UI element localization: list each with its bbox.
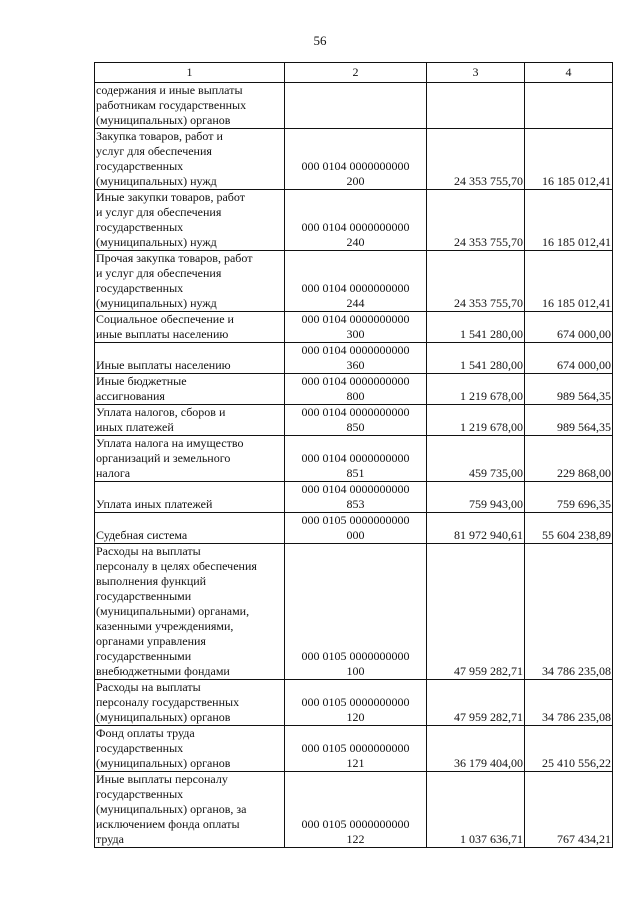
table-row [95,405,613,436]
row-code-cell [285,544,427,680]
row-code-text: 000 0105 0000000000 121 [301,741,410,770]
table-row [95,251,613,312]
row-value-col3-cell [427,544,525,680]
row-code-cell [285,436,427,482]
row-name-text: содержания и иные выплаты работникам государственных (муниципальных) органов [96,83,247,127]
row-value-col4-text: 16 185 012,41 [542,235,611,249]
row-value-col4-cell [525,83,613,129]
row-value-col4-cell [525,726,613,772]
row-code-cell [285,343,427,374]
row-value-col4-cell [525,772,613,848]
row-code-text: 000 0104 0000000000 240 [301,220,410,249]
table-row [95,436,613,482]
row-value-col3-cell [427,436,525,482]
row-value-col4-text: 34 786 235,08 [542,664,611,678]
row-name-text: Уплата налогов, сборов и иных платежей [96,405,226,434]
row-code-text: 000 0105 0000000000 000 [301,513,410,542]
table-row [95,772,613,848]
row-name-cell [95,513,285,544]
row-value-col3-cell [427,680,525,726]
row-value-col4-cell [525,129,613,190]
table-row [95,544,613,680]
row-code-text: 000 0104 0000000000 851 [301,451,410,480]
row-code-text: 000 0105 0000000000 122 [301,817,410,846]
row-name-text: Прочая закупка товаров, работ и услуг для обеспечения государственных (муниципальных) нужд [96,251,253,310]
row-name-cell [95,312,285,343]
row-name-text: Иные выплаты населению [96,358,231,372]
row-value-col3-cell [427,772,525,848]
column-header-4: 4 [525,63,613,83]
row-name-cell [95,405,285,436]
row-code-cell [285,83,427,129]
row-code-cell [285,772,427,848]
row-code-cell [285,374,427,405]
row-value-col4-cell [525,251,613,312]
row-value-col4-text: 759 696,35 [557,497,611,511]
row-name-text: Уплата иных платежей [96,497,213,511]
row-code-text: 000 0104 0000000000 200 [301,159,410,188]
row-name-cell [95,726,285,772]
row-value-col4-cell [525,544,613,680]
row-value-col3-text: 24 353 755,70 [454,235,523,249]
row-code-text: 000 0105 0000000000 120 [301,695,410,724]
row-code-text: 000 0104 0000000000 360 [301,343,410,372]
row-value-col4-text: 674 000,00 [557,358,611,372]
row-code-cell [285,680,427,726]
row-code-cell [285,251,427,312]
row-value-col3-cell [427,312,525,343]
row-value-col4-text: 674 000,00 [557,327,611,341]
table-body [95,83,613,848]
row-name-text: Закупка товаров, работ и услуг для обеспечения государственных (муниципальных) нужд [96,129,223,188]
row-name-text: Судебная система [96,528,188,542]
row-name-text: Уплата налога на имущество организаций и земельного налога [96,436,244,480]
row-name-text: Расходы на выплаты персоналу государственных (муниципальных) органов [96,680,240,724]
row-code-cell [285,405,427,436]
row-name-text: Иные выплаты персоналу государственных (муниципальных) органов, за исключением фонда оплаты труда [96,772,247,846]
column-header-3: 3 [427,63,525,83]
table-row [95,482,613,513]
table-row [95,726,613,772]
row-value-col4-text: 229 868,00 [557,466,611,480]
row-code-text: 000 0104 0000000000 853 [301,482,410,511]
budget-table [94,62,613,848]
row-name-cell [95,680,285,726]
row-value-col4-text: 989 564,35 [557,389,611,403]
table-row [95,680,613,726]
row-value-col4-cell [525,190,613,251]
row-name-cell [95,482,285,513]
row-value-col3-text: 1 219 678,00 [460,389,523,403]
row-value-col3-text: 24 353 755,70 [454,174,523,188]
table-row [95,343,613,374]
row-name-cell [95,83,285,129]
row-value-col3-cell [427,129,525,190]
row-name-cell [95,544,285,680]
row-value-col3-cell [427,251,525,312]
table-row [95,513,613,544]
row-value-col4-text: 16 185 012,41 [542,174,611,188]
row-name-text: Социальное обеспечение и иные выплаты населению [96,312,234,341]
row-value-col3-cell [427,190,525,251]
row-value-col4-text: 34 786 235,08 [542,710,611,724]
row-code-text: 000 0104 0000000000 300 [301,312,410,341]
row-value-col3-text: 47 959 282,71 [454,710,523,724]
row-value-col4-cell [525,312,613,343]
row-value-col3-text: 459 735,00 [469,466,523,480]
row-code-cell [285,129,427,190]
row-code-text: 000 0104 0000000000 800 [301,374,410,403]
row-name-text: Расходы на выплаты персоналу в целях обеспечения выполнения функций государственными (муниципальными) органами, казенными учреждениями, органами управления государственными внебюджетными фондами [96,544,257,678]
row-code-cell [285,190,427,251]
row-name-cell [95,436,285,482]
row-code-cell [285,482,427,513]
table-header-row [95,63,613,83]
column-header-2: 2 [285,63,427,83]
row-value-col3-cell [427,726,525,772]
row-code-cell [285,513,427,544]
row-value-col3-text: 759 943,00 [469,497,523,511]
row-value-col4-cell [525,374,613,405]
row-value-col3-cell [427,482,525,513]
row-name-text: Иные закупки товаров, работ и услуг для обеспечения государственных (муниципальных) нужд [96,190,245,249]
row-name-cell [95,772,285,848]
table-row [95,374,613,405]
table-row [95,83,613,129]
row-name-cell [95,190,285,251]
row-value-col4-cell [525,513,613,544]
row-value-col3-cell [427,374,525,405]
row-value-col3-text: 36 179 404,00 [454,756,523,770]
row-code-text: 000 0104 0000000000 244 [301,281,410,310]
row-name-text: Иные бюджетные ассигнования [96,374,187,403]
row-value-col4-cell [525,343,613,374]
row-value-col3-text: 1 037 636,71 [460,832,523,846]
row-code-cell [285,312,427,343]
row-value-col3-text: 81 972 940,61 [454,528,523,542]
column-header-1: 1 [95,63,285,83]
row-code-text: 000 0105 0000000000 100 [301,649,410,678]
row-value-col4-text: 767 434,21 [557,832,611,846]
row-name-cell [95,129,285,190]
row-value-col3-cell [427,513,525,544]
row-name-cell [95,374,285,405]
row-code-cell [285,726,427,772]
row-value-col3-text: 47 959 282,71 [454,664,523,678]
row-value-col4-text: 25 410 556,22 [542,756,611,770]
row-code-text: 000 0104 0000000000 850 [301,405,410,434]
row-name-cell [95,343,285,374]
table-row [95,190,613,251]
row-value-col3-cell [427,83,525,129]
row-value-col4-text: 989 564,35 [557,420,611,434]
row-value-col4-cell [525,405,613,436]
row-value-col3-text: 24 353 755,70 [454,296,523,310]
row-value-col4-text: 55 604 238,89 [542,528,611,542]
row-name-cell [95,251,285,312]
row-value-col3-text: 1 541 280,00 [460,358,523,372]
row-name-text: Фонд оплаты труда государственных (муниципальных) органов [96,726,231,770]
row-value-col3-text: 1 541 280,00 [460,327,523,341]
row-value-col4-cell [525,436,613,482]
row-value-col3-text: 1 219 678,00 [460,420,523,434]
table-row [95,312,613,343]
row-value-col3-cell [427,343,525,374]
row-value-col4-text: 16 185 012,41 [542,296,611,310]
table-row [95,129,613,190]
page-number: 56 [313,33,327,48]
row-value-col3-cell [427,405,525,436]
row-value-col4-cell [525,680,613,726]
row-value-col4-cell [525,482,613,513]
